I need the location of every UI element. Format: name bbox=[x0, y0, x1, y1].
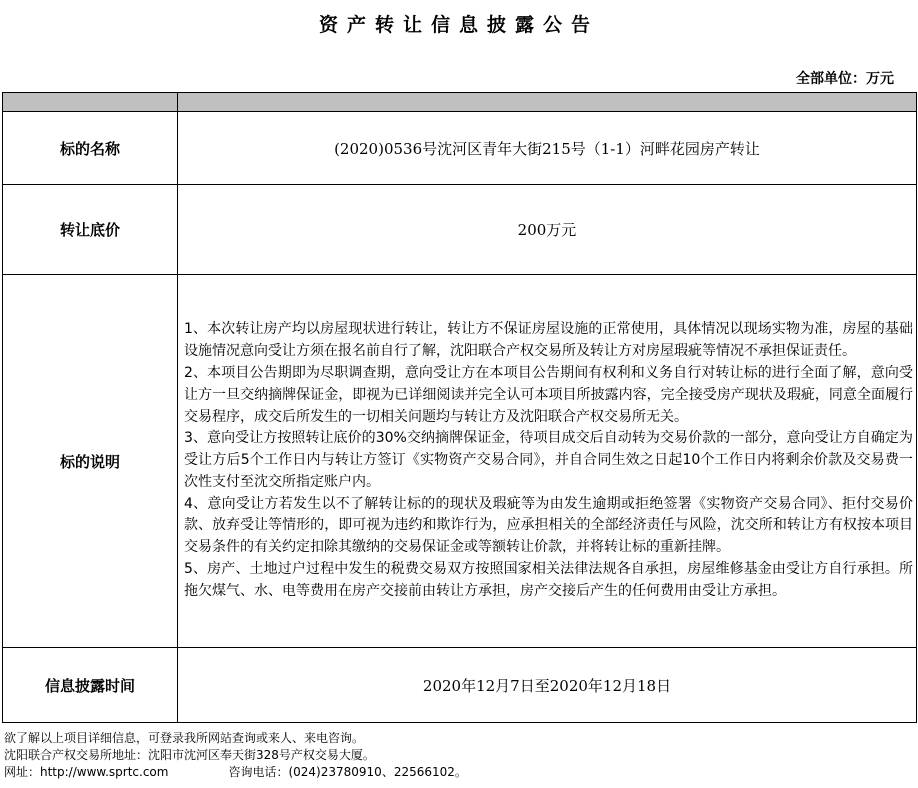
row-disclosure-time bbox=[3, 648, 917, 723]
disclosure-time-value: 2020年12月7日至2020年12月18日 bbox=[178, 648, 917, 723]
description-value bbox=[178, 275, 917, 648]
description-paragraph-3: 3、意向受让方按照转让底价的30%交纳摘牌保证金，待项目成交后自动转为交易价款的一部分，意向受让方自确定为受让方后5个工作日内与转让方签订《实物资产交易合同》，并自合同生效之日起10个工作日内将剩余价款及交易费一次性支付至沈交所指定账户内。 bbox=[184, 430, 913, 490]
footer-inquiry-note: 欲了解以上项目详细信息，可登录我所网站查询或来人、来电咨询。 bbox=[4, 731, 365, 745]
row-reserve-price bbox=[3, 185, 917, 275]
footer-website[interactable]: 网址：http://www.sprtc.com bbox=[4, 765, 169, 779]
description-label: 标的说明 bbox=[3, 275, 178, 648]
footer-phone: 咨询电话：(024)23780910、22566102。 bbox=[228, 765, 467, 779]
asset-name-value: (2020)0536号沈河区青年大街215号（1-1）河畔花园房产转让 bbox=[178, 112, 917, 185]
row-asset-name bbox=[3, 112, 917, 185]
description-paragraph-4: 4、意向受让方若发生以不了解转让标的的现状及瑕疵等为由发生逾期或拒绝签署《实物资产交易合同》、拒付交易价款、放弃受让等情形的，即可视为违约和欺诈行为，应承担相关的全部经济责任与风险，沈交所和转让方有权按本项目交易条件的有关约定扣除其缴纳的交易保证金或等额转让价款，并将转让标的重新挂牌。 bbox=[184, 495, 913, 556]
disclosure-time-label: 信息披露时间 bbox=[3, 648, 178, 723]
page-title: 资产转让信息披露公告 bbox=[318, 14, 599, 36]
description-paragraph-2: 2、本项目公告期即为尽职调查期，意向受让方在本项目公告期间有权利和义务自行对转让标的进行全面了解，意向受让方一旦交纳摘牌保证金，即视为已详细阅读并完全认可本项目所披露内容，完全接受房产现状及瑕疵，同意全面履行交易程序，成交后所发生的一切相关问题均与转让方及沈阳联合产权交易所无关。 bbox=[184, 364, 913, 425]
footer-address: 沈阳联合产权交易所地址：沈阳市沈河区奉天街328号产权交易大厦。 bbox=[4, 748, 375, 762]
reserve-price-value: 200万元 bbox=[178, 185, 917, 275]
description-paragraph-5: 5、房产、土地过户过程中发生的税费交易双方按照国家相关法律法规各自承担，房屋维修基金由受让方自行承担。所拖欠煤气、水、电等费用在房产交接前由转让方承担，房产交接后产生的任何费用由受让方承担。 bbox=[184, 561, 913, 599]
footer-info bbox=[4, 730, 467, 781]
unit-note: 全部单位：万元 bbox=[796, 71, 894, 87]
description-paragraph-1: 1、本次转让房产均以房屋现状进行转让，转让方不保证房屋设施的正常使用，具体情况以现场实物为准，房屋的基础设施情况意向受让方须在报名前自行了解，沈阳联合产权交易所及转让方对房屋瑕疵等情况不承担保证责任。 bbox=[184, 321, 913, 360]
footer-contact-line bbox=[4, 764, 467, 781]
header-cell-right bbox=[178, 93, 917, 112]
row-description bbox=[3, 275, 917, 648]
reserve-price-label: 转让底价 bbox=[3, 185, 178, 275]
asset-name-label: 标的名称 bbox=[3, 112, 178, 185]
announcement-table bbox=[2, 92, 917, 723]
header-cell-left bbox=[3, 93, 178, 112]
table-header-row bbox=[3, 93, 917, 112]
